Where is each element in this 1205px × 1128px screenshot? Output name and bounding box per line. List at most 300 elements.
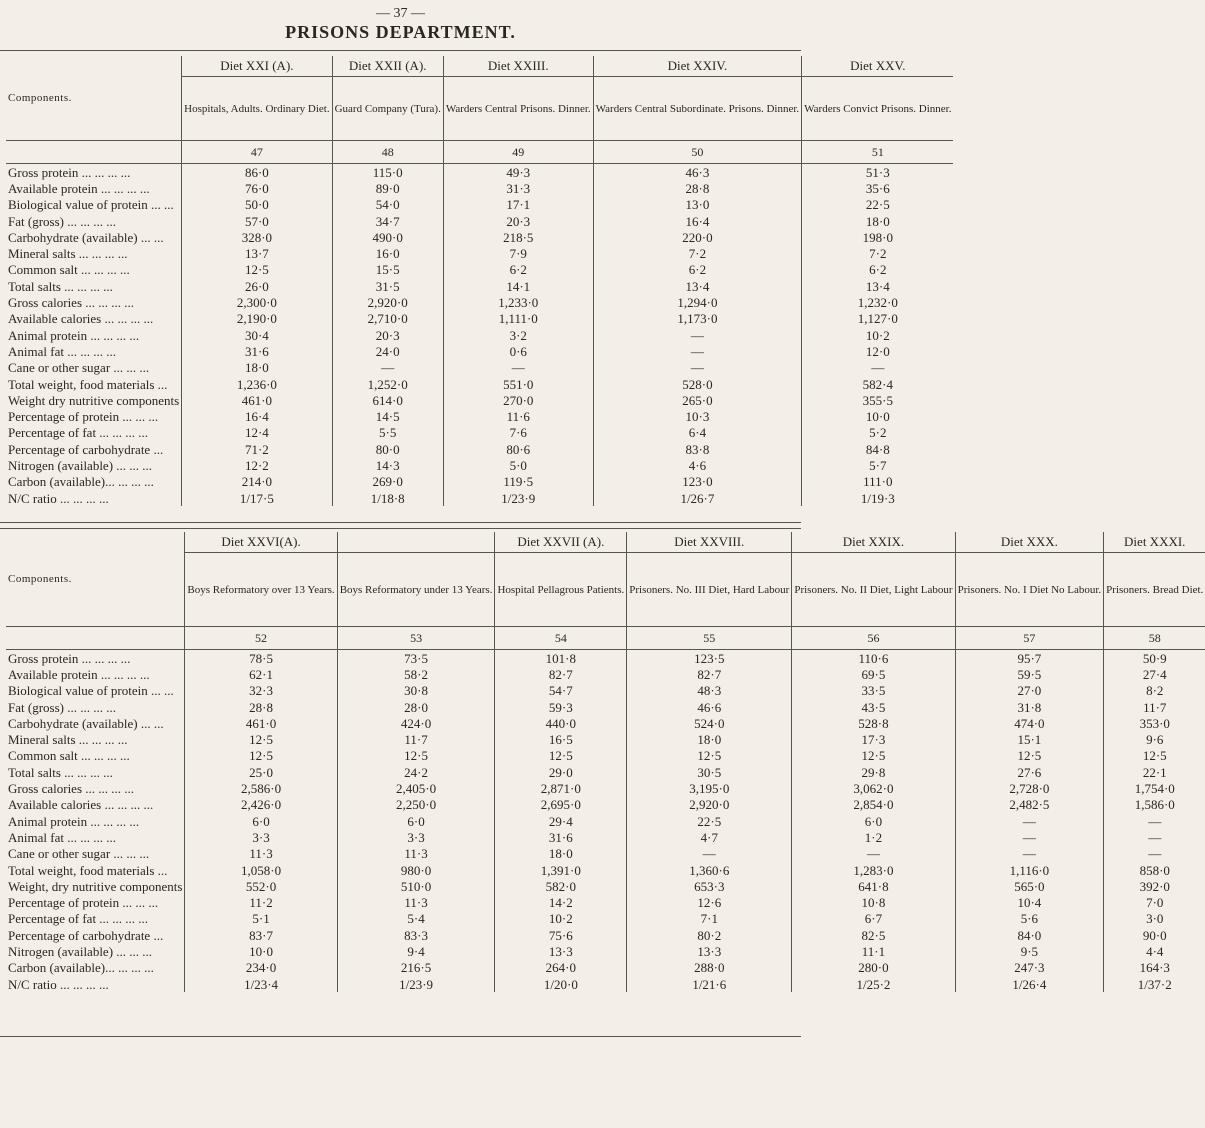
table-row	[6, 474, 953, 490]
component-label: N/C ratio ... ... ... ...	[8, 976, 109, 992]
component-value: 1/23·9	[443, 490, 593, 506]
diet-description: Hospital Pellagrous Patients.	[495, 553, 627, 627]
component-value: 1/37·2	[1104, 976, 1205, 992]
component-value: 10·0	[185, 943, 337, 959]
component-label: Gross protein ... ... ... ...	[8, 650, 131, 666]
component-label: Biological value of protein ... ...	[8, 683, 174, 699]
diet-number: 56	[792, 627, 955, 650]
diet-column-title: Diet XXV.	[802, 56, 954, 77]
component-label: Available calories ... ... ... ...	[8, 311, 154, 327]
component-value: 29·4	[495, 813, 627, 829]
component-value: 12·5	[955, 748, 1104, 764]
component-value: 12·5	[792, 748, 955, 764]
component-value: 12·2	[182, 457, 332, 473]
component-value: 355·5	[802, 392, 954, 408]
diet-column-title: Diet XXII (A).	[332, 56, 443, 77]
component-value: 6·7	[792, 911, 955, 927]
table-row	[6, 943, 1205, 959]
component-value: 12·6	[627, 894, 792, 910]
component-value: 13·4	[802, 278, 954, 294]
table-row	[6, 699, 1205, 715]
component-value: —	[955, 829, 1104, 845]
component-label: Percentage of carbohydrate ...	[8, 441, 164, 457]
component-value: 82·7	[495, 666, 627, 682]
component-value: 16·5	[495, 731, 627, 747]
component-value: 461·0	[185, 715, 337, 731]
component-label: Percentage of protein ... ... ...	[8, 895, 159, 911]
component-value: 9·4	[337, 943, 495, 959]
table-row	[6, 862, 1205, 878]
component-value: 1,116·0	[955, 862, 1104, 878]
component-value: 440·0	[495, 715, 627, 731]
component-value: 474·0	[955, 715, 1104, 731]
diet-description: Prisoners. No. I Diet No Labour.	[955, 553, 1104, 627]
component-value: 24·2	[337, 764, 495, 780]
component-value: 565·0	[955, 878, 1104, 894]
table-row	[6, 425, 953, 441]
component-label: Fat (gross) ... ... ... ...	[8, 699, 116, 715]
component-label: Cane or other sugar ... ... ...	[8, 846, 150, 862]
component-value: 2,586·0	[185, 780, 337, 796]
table-row	[6, 813, 1205, 829]
diet-description: Boys Reformatory under 13 Years.	[337, 553, 495, 627]
component-value: 90·0	[1104, 927, 1205, 943]
component-value: 1,360·6	[627, 862, 792, 878]
diet-description: Prisoners. Bread Diet.	[1104, 553, 1205, 627]
component-value: 80·6	[443, 441, 593, 457]
component-value: 1,586·0	[1104, 797, 1205, 813]
component-value: 27·0	[955, 683, 1104, 699]
component-value: 392·0	[1104, 878, 1205, 894]
component-value: 1,294·0	[593, 294, 802, 310]
diet-description: Warders Central Prisons. Dinner.	[443, 77, 593, 141]
component-value: 10·4	[955, 894, 1104, 910]
component-value: 288·0	[627, 960, 792, 976]
table-row	[6, 666, 1205, 682]
component-value: 264·0	[495, 960, 627, 976]
component-value: 73·5	[337, 650, 495, 667]
component-value: 461·0	[182, 392, 332, 408]
component-label: Available calories ... ... ... ...	[8, 797, 154, 813]
component-value: 50·9	[1104, 650, 1205, 667]
diet-column-title	[337, 532, 495, 553]
table-row	[6, 846, 1205, 862]
component-value: 13·3	[495, 943, 627, 959]
component-value: 34·7	[332, 213, 443, 229]
table-row	[6, 457, 953, 473]
table-row	[6, 343, 953, 359]
component-value: 46·6	[627, 699, 792, 715]
component-value: 110·6	[792, 650, 955, 667]
component-value: 16·4	[182, 408, 332, 424]
table-row	[6, 441, 953, 457]
component-value: 20·3	[332, 327, 443, 343]
diet-description: Guard Company (Tura).	[332, 77, 443, 141]
component-value: 13·4	[593, 278, 802, 294]
component-value: 13·3	[627, 943, 792, 959]
component-value: 1/17·5	[182, 490, 332, 506]
component-value: 10·2	[802, 327, 954, 343]
diet-column-title: Diet XXVII (A).	[495, 532, 627, 553]
component-value: 13·0	[593, 197, 802, 213]
component-value: 13·7	[182, 245, 332, 261]
component-value: 2,695·0	[495, 797, 627, 813]
component-value: 1,233·0	[443, 294, 593, 310]
component-label: Percentage of protein ... ... ...	[8, 409, 159, 425]
table-row	[6, 878, 1205, 894]
component-value: 59·3	[495, 699, 627, 715]
component-value: 14·5	[332, 408, 443, 424]
component-value: 28·0	[337, 699, 495, 715]
component-value: 582·0	[495, 878, 627, 894]
component-value: 490·0	[332, 229, 443, 245]
component-value: 82·7	[627, 666, 792, 682]
component-value: 27·4	[1104, 666, 1205, 682]
component-label: Animal protein ... ... ... ...	[8, 813, 140, 829]
component-value: 14·3	[332, 457, 443, 473]
component-value: 15·5	[332, 262, 443, 278]
diet-number: 50	[593, 141, 802, 164]
component-value: —	[1104, 846, 1205, 862]
component-value: 1,232·0	[802, 294, 954, 310]
component-value: 7·1	[627, 911, 792, 927]
component-value: 270·0	[443, 392, 593, 408]
component-value: 7·2	[802, 245, 954, 261]
component-value: 653·3	[627, 878, 792, 894]
component-value: 15·1	[955, 731, 1104, 747]
component-value: 69·5	[792, 666, 955, 682]
component-value: 5·2	[802, 425, 954, 441]
component-value: 1,391·0	[495, 862, 627, 878]
component-value: 115·0	[332, 164, 443, 181]
component-value: 247·3	[955, 960, 1104, 976]
component-value: 2,426·0	[185, 797, 337, 813]
component-value: 75·6	[495, 927, 627, 943]
component-value: 214·0	[182, 474, 332, 490]
component-value: 31·3	[443, 180, 593, 196]
component-value: 220·0	[593, 229, 802, 245]
component-value: 17·3	[792, 731, 955, 747]
component-value: 510·0	[337, 878, 495, 894]
component-value: 111·0	[802, 474, 954, 490]
component-value: 95·7	[955, 650, 1104, 667]
top-rule	[0, 50, 801, 51]
component-value: 3,062·0	[792, 780, 955, 796]
component-value: 551·0	[443, 376, 593, 392]
diet-description: Prisoners. No. III Diet, Hard Labour	[627, 553, 792, 627]
component-label: Percentage of fat ... ... ... ...	[8, 911, 149, 927]
component-value: —	[332, 360, 443, 376]
diet-column-title: Diet XXIX.	[792, 532, 955, 553]
component-value: 50·0	[182, 197, 332, 213]
component-value: —	[1104, 829, 1205, 845]
component-value: 46·3	[593, 164, 802, 181]
component-value: 164·3	[1104, 960, 1205, 976]
component-value: —	[802, 360, 954, 376]
component-value: 78·5	[185, 650, 337, 667]
component-value: 328·0	[182, 229, 332, 245]
component-value: 83·8	[593, 441, 802, 457]
component-value: 18·0	[802, 213, 954, 229]
component-value: 25·0	[185, 764, 337, 780]
component-value: 11·6	[443, 408, 593, 424]
table-row	[6, 360, 953, 376]
table-row	[6, 927, 1205, 943]
component-value: 1/18·8	[332, 490, 443, 506]
component-value: 43·5	[792, 699, 955, 715]
table-row	[6, 213, 953, 229]
component-value: 218·5	[443, 229, 593, 245]
component-label: Carbon (available)... ... ... ...	[8, 960, 154, 976]
diet-number: 54	[495, 627, 627, 650]
component-value: 10·0	[802, 408, 954, 424]
component-value: 29·0	[495, 764, 627, 780]
component-value: 10·2	[495, 911, 627, 927]
table-row	[6, 180, 953, 196]
component-label: Carbon (available)... ... ... ...	[8, 474, 154, 490]
component-value: 22·5	[627, 813, 792, 829]
component-value: 35·6	[802, 180, 954, 196]
component-value: 20·3	[443, 213, 593, 229]
table-row	[6, 229, 953, 245]
component-value: 28·8	[185, 699, 337, 715]
diet-number: 57	[955, 627, 1104, 650]
component-value: 12·0	[802, 343, 954, 359]
table-row	[6, 245, 953, 261]
component-value: 7·0	[1104, 894, 1205, 910]
component-value: 524·0	[627, 715, 792, 731]
table-row	[6, 960, 1205, 976]
diet-column-title: Diet XXIV.	[593, 56, 802, 77]
component-value: 18·0	[495, 846, 627, 862]
component-value: —	[627, 846, 792, 862]
component-value: 22·1	[1104, 764, 1205, 780]
component-value: 31·5	[332, 278, 443, 294]
component-value: 89·0	[332, 180, 443, 196]
component-value: 353·0	[1104, 715, 1205, 731]
component-value: 10·3	[593, 408, 802, 424]
component-value: 6·0	[185, 813, 337, 829]
component-value: 59·5	[955, 666, 1104, 682]
table-row	[6, 278, 953, 294]
component-value: —	[955, 846, 1104, 862]
component-value: 2,710·0	[332, 311, 443, 327]
component-value: 84·8	[802, 441, 954, 457]
table-row	[6, 764, 1205, 780]
component-value: 1,173·0	[593, 311, 802, 327]
component-value: 2,190·0	[182, 311, 332, 327]
component-value: 1,236·0	[182, 376, 332, 392]
component-label: Animal protein ... ... ... ...	[8, 327, 140, 343]
table-row	[6, 490, 953, 506]
component-value: 234·0	[185, 960, 337, 976]
component-value: 280·0	[792, 960, 955, 976]
component-value: 16·4	[593, 213, 802, 229]
components-header: Components.	[6, 56, 182, 141]
component-label: Common salt ... ... ... ...	[8, 262, 130, 278]
component-label: N/C ratio ... ... ... ...	[8, 490, 109, 506]
component-value: 86·0	[182, 164, 332, 181]
component-value: 2,854·0	[792, 797, 955, 813]
component-value: 76·0	[182, 180, 332, 196]
component-value: —	[955, 813, 1104, 829]
component-value: 216·5	[337, 960, 495, 976]
table-row	[6, 392, 953, 408]
table-row	[6, 327, 953, 343]
component-value: 101·8	[495, 650, 627, 667]
component-value: 1/26·4	[955, 976, 1104, 992]
table-row	[6, 683, 1205, 699]
component-value: 858·0	[1104, 862, 1205, 878]
component-value: 3·0	[1104, 911, 1205, 927]
component-value: 269·0	[332, 474, 443, 490]
table-row	[6, 376, 953, 392]
component-value: 6·2	[802, 262, 954, 278]
component-value: 1,111·0	[443, 311, 593, 327]
component-value: —	[593, 343, 802, 359]
component-value: 12·5	[1104, 748, 1205, 764]
component-value: 31·6	[495, 829, 627, 845]
component-value: 22·5	[802, 197, 954, 213]
component-value: 51·3	[802, 164, 954, 181]
component-label: Available protein ... ... ... ...	[8, 666, 150, 682]
component-value: 424·0	[337, 715, 495, 731]
component-value: 1,252·0	[332, 376, 443, 392]
table-row	[6, 294, 953, 310]
component-value: 2,920·0	[332, 294, 443, 310]
component-value: 3,195·0	[627, 780, 792, 796]
component-value: 3·3	[337, 829, 495, 845]
component-value: 11·3	[337, 894, 495, 910]
component-value: 17·1	[443, 197, 593, 213]
component-value: 3·2	[443, 327, 593, 343]
component-label: Nitrogen (available) ... ... ...	[8, 457, 153, 473]
diet-description: Warders Central Subordinate. Prisons. Dinner.	[593, 77, 802, 141]
component-value: 1,754·0	[1104, 780, 1205, 796]
component-value: 4·6	[593, 457, 802, 473]
diet-table-2	[6, 532, 1205, 992]
component-value: —	[792, 846, 955, 862]
component-value: —	[443, 360, 593, 376]
component-value: 82·5	[792, 927, 955, 943]
component-value: 2,920·0	[627, 797, 792, 813]
component-value: 24·0	[332, 343, 443, 359]
component-value: 5·0	[443, 457, 593, 473]
component-value: 2,728·0	[955, 780, 1104, 796]
component-value: 2,482·5	[955, 797, 1104, 813]
diet-table-1	[6, 56, 953, 506]
component-value: 26·0	[182, 278, 332, 294]
component-value: 1,283·0	[792, 862, 955, 878]
component-value: 4·7	[627, 829, 792, 845]
component-label: Mineral salts ... ... ... ...	[8, 246, 128, 262]
component-label: Total salts ... ... ... ...	[8, 764, 113, 780]
table-row	[6, 715, 1205, 731]
component-value: 5·7	[802, 457, 954, 473]
component-value: 614·0	[332, 392, 443, 408]
component-value: —	[593, 327, 802, 343]
diet-number: 55	[627, 627, 792, 650]
component-value: 49·3	[443, 164, 593, 181]
component-value: 31·6	[182, 343, 332, 359]
component-label: Gross calories ... ... ... ...	[8, 781, 135, 797]
component-value: 33·5	[792, 683, 955, 699]
component-value: 528·0	[593, 376, 802, 392]
table-row	[6, 780, 1205, 796]
component-value: 83·7	[185, 927, 337, 943]
table-row	[6, 311, 953, 327]
component-value: 1/19·3	[802, 490, 954, 506]
component-value: 6·2	[443, 262, 593, 278]
component-value: 12·5	[337, 748, 495, 764]
component-value: 6·0	[792, 813, 955, 829]
component-value: 58·2	[337, 666, 495, 682]
component-value: 2,250·0	[337, 797, 495, 813]
component-value: 57·0	[182, 213, 332, 229]
diet-number: 58	[1104, 627, 1205, 650]
component-value: 1/20·0	[495, 976, 627, 992]
component-value: 582·4	[802, 376, 954, 392]
component-value: 119·5	[443, 474, 593, 490]
component-value: 1/25·2	[792, 976, 955, 992]
diet-column-title: Diet XXIII.	[443, 56, 593, 77]
component-label: Total weight, food materials ...	[8, 376, 168, 392]
component-value: 18·0	[627, 731, 792, 747]
component-label: Nitrogen (available) ... ... ...	[8, 943, 153, 959]
table-row	[6, 408, 953, 424]
table-row	[6, 197, 953, 213]
component-value: 641·8	[792, 878, 955, 894]
component-value: 30·4	[182, 327, 332, 343]
component-label: Available protein ... ... ... ...	[8, 180, 150, 196]
diet-number: 53	[337, 627, 495, 650]
component-value: 31·8	[955, 699, 1104, 715]
component-value: 123·0	[593, 474, 802, 490]
diet-column-title: Diet XXI (A).	[182, 56, 332, 77]
component-value: 6·4	[593, 425, 802, 441]
diet-number: 49	[443, 141, 593, 164]
component-value: 1/23·4	[185, 976, 337, 992]
component-value: 9·5	[955, 943, 1104, 959]
component-label: Biological value of protein ... ...	[8, 197, 174, 213]
component-label: Total salts ... ... ... ...	[8, 278, 113, 294]
component-value: 5·5	[332, 425, 443, 441]
component-value: 0·6	[443, 343, 593, 359]
component-value: 11·3	[185, 846, 337, 862]
component-value: 14·1	[443, 278, 593, 294]
component-value: 27·6	[955, 764, 1104, 780]
component-label: Total weight, food materials ...	[8, 862, 168, 878]
component-value: 12·5	[185, 748, 337, 764]
mid-rule	[0, 522, 801, 523]
component-value: 1/23·9	[337, 976, 495, 992]
component-value: 8·2	[1104, 683, 1205, 699]
diet-description: Boys Reformatory over 13 Years.	[185, 553, 337, 627]
component-label: Weight, dry nutritive components	[8, 878, 183, 894]
page-title: PRISONS DEPARTMENT.	[285, 22, 516, 42]
component-value: 12·5	[185, 731, 337, 747]
component-value: 5·6	[955, 911, 1104, 927]
table-row	[6, 894, 1205, 910]
table-row	[6, 164, 953, 181]
component-value: 7·6	[443, 425, 593, 441]
table-row	[6, 262, 953, 278]
component-value: 6·0	[337, 813, 495, 829]
component-value: 11·1	[792, 943, 955, 959]
components-header: Components.	[6, 532, 185, 627]
component-value: 1·2	[792, 829, 955, 845]
component-value: 30·8	[337, 683, 495, 699]
